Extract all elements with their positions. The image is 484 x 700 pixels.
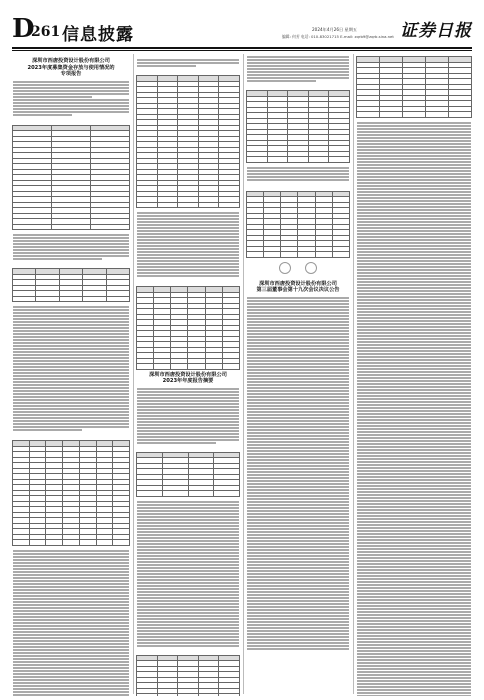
text-lines: [13, 235, 129, 259]
company-seal-icon: [305, 262, 317, 274]
col2-text-block: [136, 386, 240, 446]
col1-text-block: [12, 79, 130, 119]
text-lines: [137, 389, 239, 443]
headline-line: 第三届董事会第十九次会议决议公告: [256, 287, 340, 294]
newspaper-logo: 证券日报: [400, 21, 472, 41]
text-lines: [247, 168, 349, 180]
col3-text-block: [246, 165, 350, 185]
seal-graphics: [246, 260, 350, 280]
issue-date: 2024年4月26日 星期五: [312, 27, 358, 32]
column-divider: [133, 54, 134, 694]
headline-line: 2023年度募集资金存放与使用情况的: [27, 64, 115, 71]
column-3: [246, 54, 350, 696]
col1-text-block: [12, 232, 130, 262]
column-1: [12, 54, 130, 696]
masthead: [12, 14, 472, 46]
section-number: 261: [31, 24, 61, 40]
col1-headline: [12, 58, 130, 78]
col2-table-3: [136, 452, 240, 497]
headline-line: 深圳市西唐投资设计股份有限公司: [259, 280, 337, 287]
column-4: [356, 54, 472, 696]
text-lines: [247, 57, 349, 81]
text-lines: [357, 123, 471, 696]
text-lines: [137, 213, 239, 276]
text-lines: [137, 60, 239, 66]
col3-text-block: [246, 295, 350, 655]
col1-table-2: [12, 268, 130, 302]
col2-table-4: [136, 655, 240, 696]
col3-table-1: [246, 90, 350, 163]
column-divider: [353, 54, 354, 694]
col2-text-block: [136, 210, 240, 280]
col4-table-1: [356, 56, 472, 118]
col2-table-2: [136, 286, 240, 370]
col2-text-block: [136, 499, 240, 649]
masthead-rule-thin: [12, 50, 472, 51]
company-seal-icon: [279, 262, 291, 274]
headline-line: 专项报告: [60, 71, 82, 78]
col1-text-block: [12, 304, 130, 434]
editor-contact: 编辑: 何芳 电话: 010-83021715 E-mail: zqrb9@zqrb.sina.net: [282, 34, 394, 39]
text-lines: [13, 307, 129, 430]
text-lines: [13, 82, 129, 115]
headline-line: 深圳市西唐投资设计股份有限公司: [149, 371, 227, 378]
col3-table-2: [246, 191, 350, 258]
col3-text-block: [246, 54, 350, 84]
col3-headline: [246, 281, 350, 294]
text-lines: [247, 298, 349, 649]
section-title: 信息披露: [62, 25, 134, 45]
headline-line: 2023年年度报告摘要: [162, 378, 214, 385]
col1-table-1: [12, 125, 130, 231]
masthead-rule: [12, 47, 472, 49]
col2-headline: [136, 372, 240, 385]
col1-text-block: [12, 548, 130, 696]
text-lines: [137, 502, 239, 646]
headline-line: 深圳市西唐投资设计股份有限公司: [32, 58, 110, 64]
col2-text-block: [136, 57, 240, 69]
column-divider: [243, 54, 244, 694]
section-letter: D: [12, 14, 35, 44]
col1-table-3: [12, 440, 130, 546]
col4-text-block: [356, 120, 472, 697]
text-lines: [13, 551, 129, 696]
col2-table-1: [136, 75, 240, 208]
column-2: [136, 54, 240, 696]
